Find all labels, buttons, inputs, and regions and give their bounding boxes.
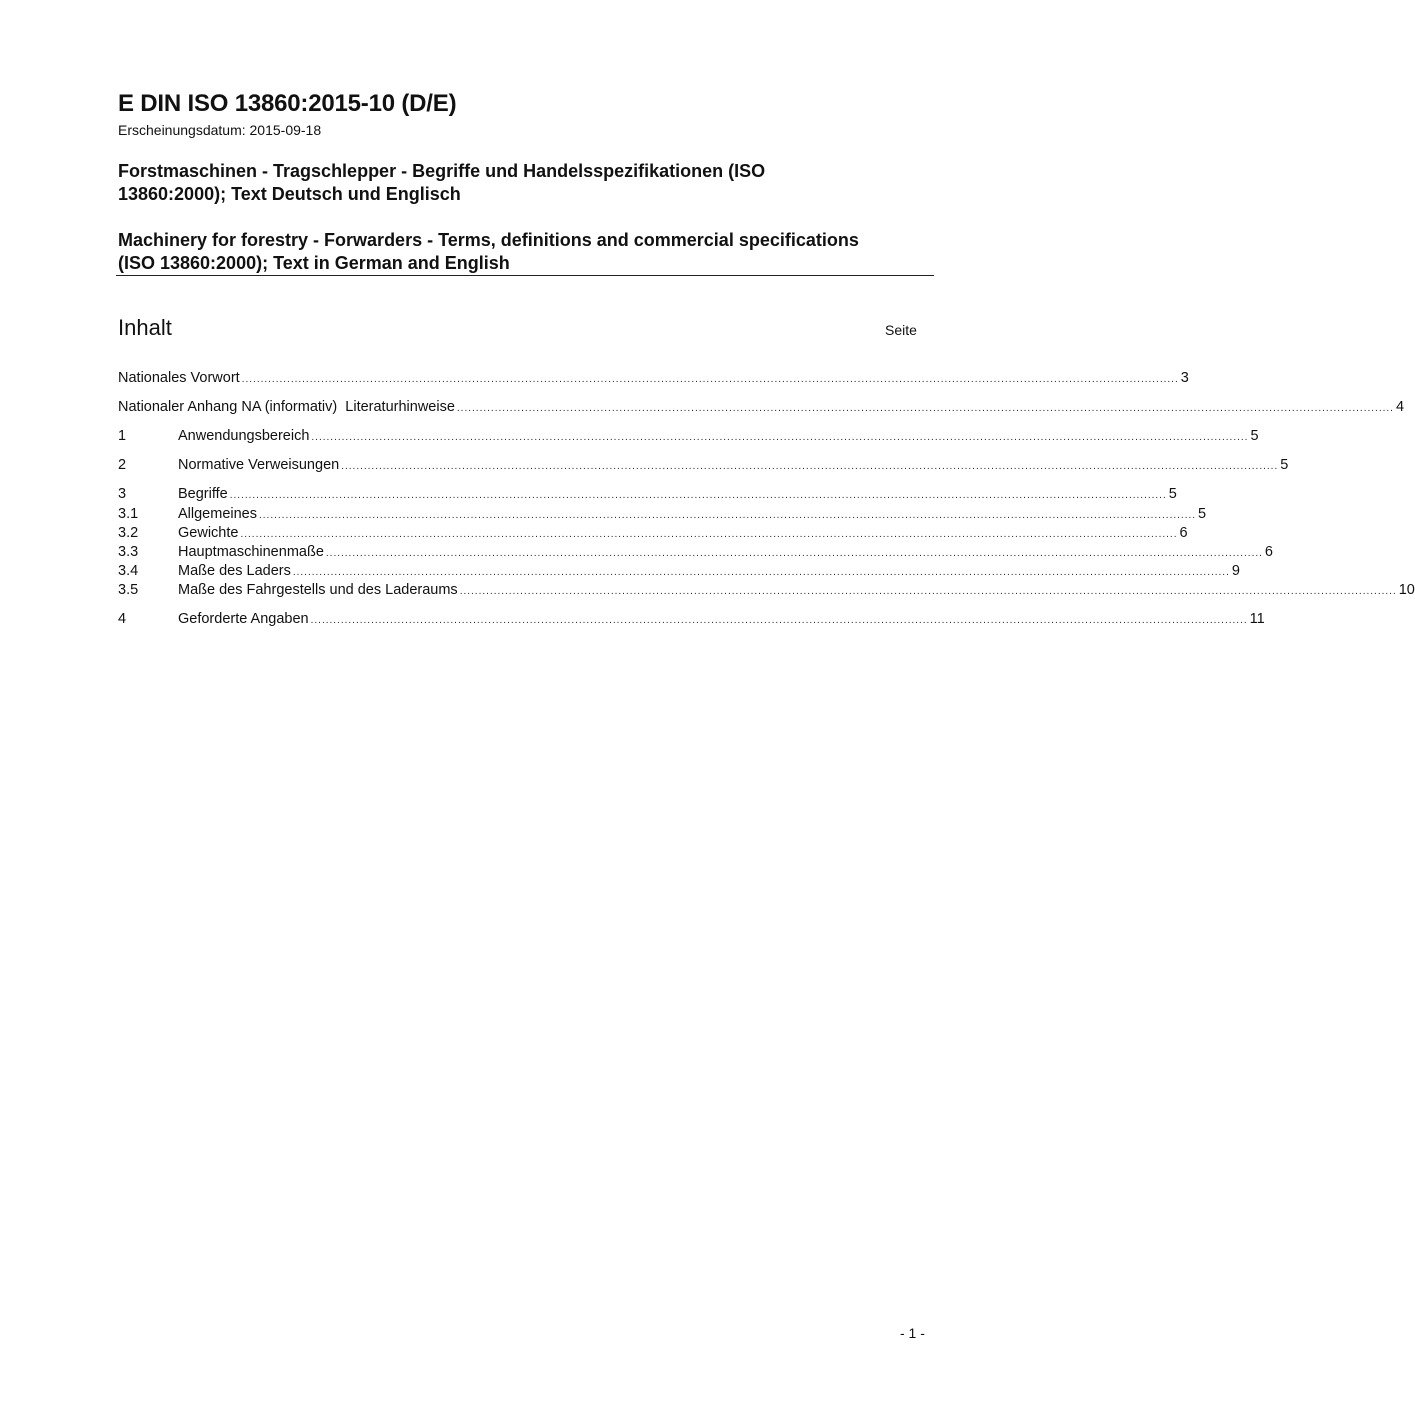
document-title: E DIN ISO 13860:2015-10 (D/E) [118, 90, 457, 117]
toc-entry-number: 4 [118, 611, 127, 627]
toc-entry-page: 6 [1179, 525, 1188, 541]
toc-entry-page: 5 [1250, 428, 1259, 444]
page-number: - 1 - [900, 1325, 925, 1341]
toc-entry-number: 3.3 [118, 544, 139, 560]
toc-entry-text: Hauptmaschinenmaße [178, 544, 324, 560]
toc-entry-4[interactable] [118, 611, 1265, 630]
toc-leader-dots: ........................................................................................................................................................................................................................................................ [241, 374, 1179, 385]
toc-entry-nationales-vorwort[interactable] [118, 370, 1189, 389]
toc-entry-page: 9 [1231, 563, 1240, 579]
toc-entry-page: 4 [1395, 399, 1405, 415]
toc-entry-3-5[interactable] [118, 582, 1415, 601]
toc-entry-text: Maße des Laders [178, 563, 291, 579]
header-rule [116, 275, 934, 276]
toc-entry-text: Begriffe [178, 486, 228, 502]
toc-leader-dots: ........................................................................................................................................................................................................................................................ [311, 432, 1249, 443]
toc-entry-3-2[interactable] [118, 525, 1188, 544]
toc-entry-text: Allgemeines [178, 506, 257, 522]
toc-entry-number: 3.4 [118, 563, 139, 579]
toc-leader-dots: ........................................................................................................................................................................................................................................................ [292, 567, 1230, 578]
toc-entry-page: 6 [1264, 544, 1273, 560]
toc-entry-text: Gewichte [178, 525, 239, 541]
toc-entry-page: 3 [1180, 370, 1189, 386]
toc-entry-text: Normative Verweisungen [178, 457, 340, 473]
toc-entry-number: 3 [118, 486, 127, 502]
toc-entry-page: 5 [1198, 506, 1207, 522]
toc-leader-dots: ........................................................................................................................................................................................................................................................ [341, 461, 1279, 472]
toc-entry-3-1[interactable] [118, 506, 1207, 525]
toc-leader-dots: ........................................................................................................................................................................................................................................................ [310, 615, 1248, 626]
toc-leader-dots: ........................................................................................................................................................................................................................................................ [456, 403, 1394, 414]
toc-entry-text: Geforderte Angaben [178, 611, 309, 627]
toc-entry-text: Maße des Fahrgestells und des Laderaums [178, 582, 458, 598]
toc-entry-text: Nationales Vorwort [118, 370, 240, 386]
toc-entry-page: 5 [1168, 486, 1177, 502]
title-german: Forstmaschinen - Tragschlepper - Begriffe und Handelsspezifikationen (ISO 13860:2000); Text Deutsch und Englisch [118, 161, 766, 204]
toc-entry-3-4[interactable] [118, 563, 1240, 582]
toc-leader-dots: ........................................................................................................................................................................................................................................................ [240, 529, 1178, 540]
toc-entry-text: Anwendungsbereich [178, 428, 310, 444]
toc-entry-page: 10 [1398, 582, 1415, 598]
toc-entry-number: 3.2 [118, 525, 139, 541]
title-english: Machinery for forestry - Forwarders - Terms, definitions and commercial specifications (ISO 13860:2000); Text in German and English [118, 230, 859, 273]
toc-leader-dots: ........................................................................................................................................................................................................................................................ [459, 586, 1397, 597]
toc-entry-3-3[interactable] [118, 544, 1273, 563]
toc-entry-number: 3.5 [118, 582, 139, 598]
toc-entry-3[interactable] [118, 486, 1177, 505]
toc-entry-number: 2 [118, 457, 127, 473]
toc-entry-number: 1 [118, 428, 127, 444]
toc-entry-text: Nationaler Anhang NA (informativ) Literaturhinweise [118, 399, 455, 415]
publication-date: Erscheinungsdatum: 2015-09-18 [118, 122, 322, 138]
toc-entry-1[interactable] [118, 428, 1259, 447]
toc-heading: Inhalt [118, 315, 172, 340]
toc-page-column-label: Seite [885, 322, 917, 338]
toc-leader-dots: ........................................................................................................................................................................................................................................................ [325, 548, 1263, 559]
toc-entry-page: 5 [1280, 457, 1289, 473]
toc-entry-nationaler-anhang[interactable] [118, 399, 1405, 418]
toc-entry-number: 3.1 [118, 506, 139, 522]
toc-leader-dots: ........................................................................................................................................................................................................................................................ [229, 490, 1167, 501]
toc-entry-page: 11 [1249, 611, 1265, 627]
toc-leader-dots: ........................................................................................................................................................................................................................................................ [259, 510, 1197, 521]
toc-entry-2[interactable] [118, 457, 1289, 476]
